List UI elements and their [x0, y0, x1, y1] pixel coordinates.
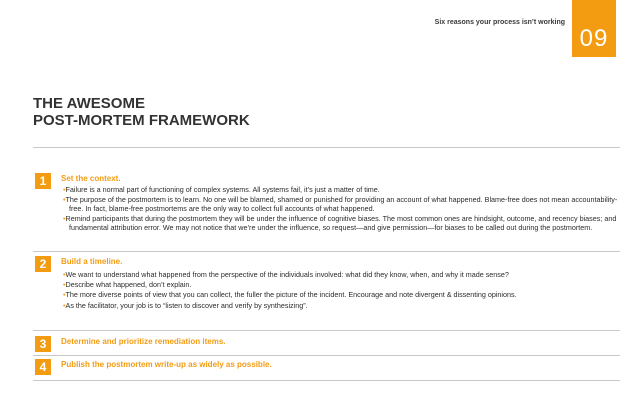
step-title: Publish the postmortem write-up as widely as possible. — [61, 360, 272, 369]
bullet-list — [63, 186, 623, 234]
bullet-dot-icon: • — [63, 280, 66, 290]
list-item: •Remind participants that during the postmortem they will be under the influence of cognitive biases. The most common ones are hindsight, outcome, and recency biases; and fundamental attribution error. We may not notice that we’re under the influence, so request—and give permission—for biases to be called out during the postmortem. — [63, 213, 617, 232]
bullet-dot-icon: • — [63, 300, 66, 310]
step-number-badge: 4 — [35, 359, 51, 375]
step-number-badge: 2 — [35, 256, 51, 272]
list-item: •As the facilitator, your job is to “listen to discover and verify by synthesizing”. — [63, 300, 308, 310]
step-title: Build a timeline. — [61, 257, 123, 266]
list-item: •The purpose of the postmortem is to learn. No one will be blamed, shamed or punished for providing an account of what happened. Blame-free does not mean accountability-free. In fact, blame-free postmortems are the only way to collect full accounts of what happened. — [63, 195, 618, 213]
step-number-badge: 3 — [35, 336, 51, 352]
bullet-dot-icon: • — [63, 185, 66, 194]
step-title: Set the context. — [61, 174, 121, 183]
page-title-line-2: POST-MORTEM FRAMEWORK — [33, 112, 250, 129]
step-title: Determine and prioritize remediation items. — [61, 337, 226, 346]
header-label: Six reasons your process isn’t working — [434, 19, 565, 26]
page-title — [33, 95, 250, 129]
list-item: •Failure is a normal part of functioning of complex systems. All systems fail, it’s just a matter of time. — [63, 185, 380, 194]
list-item: •The more diverse points of view that you can collect, the fuller the picture of the incident. Encourage and note divergent & dissenting opinions. — [63, 290, 517, 300]
bullet-dot-icon: • — [63, 290, 66, 300]
step-number-badge: 1 — [35, 173, 51, 189]
bullet-dot-icon: • — [63, 213, 66, 223]
section-divider — [33, 251, 620, 252]
title-divider — [33, 147, 620, 148]
list-item: •We want to understand what happened from the perspective of the individuals involved: what did they know, when, and why it made sense? — [63, 270, 509, 279]
bullet-dot-icon: • — [63, 270, 66, 279]
section-divider — [33, 380, 620, 381]
page-number-badge: 09 — [572, 0, 616, 57]
bullet-list — [63, 271, 623, 312]
section-divider — [33, 330, 620, 331]
bullet-dot-icon: • — [63, 195, 66, 205]
section-divider — [33, 355, 620, 356]
page-title-line-1: THE AWESOME — [33, 95, 145, 112]
list-item: •Describe what happened, don’t explain. — [63, 280, 192, 290]
